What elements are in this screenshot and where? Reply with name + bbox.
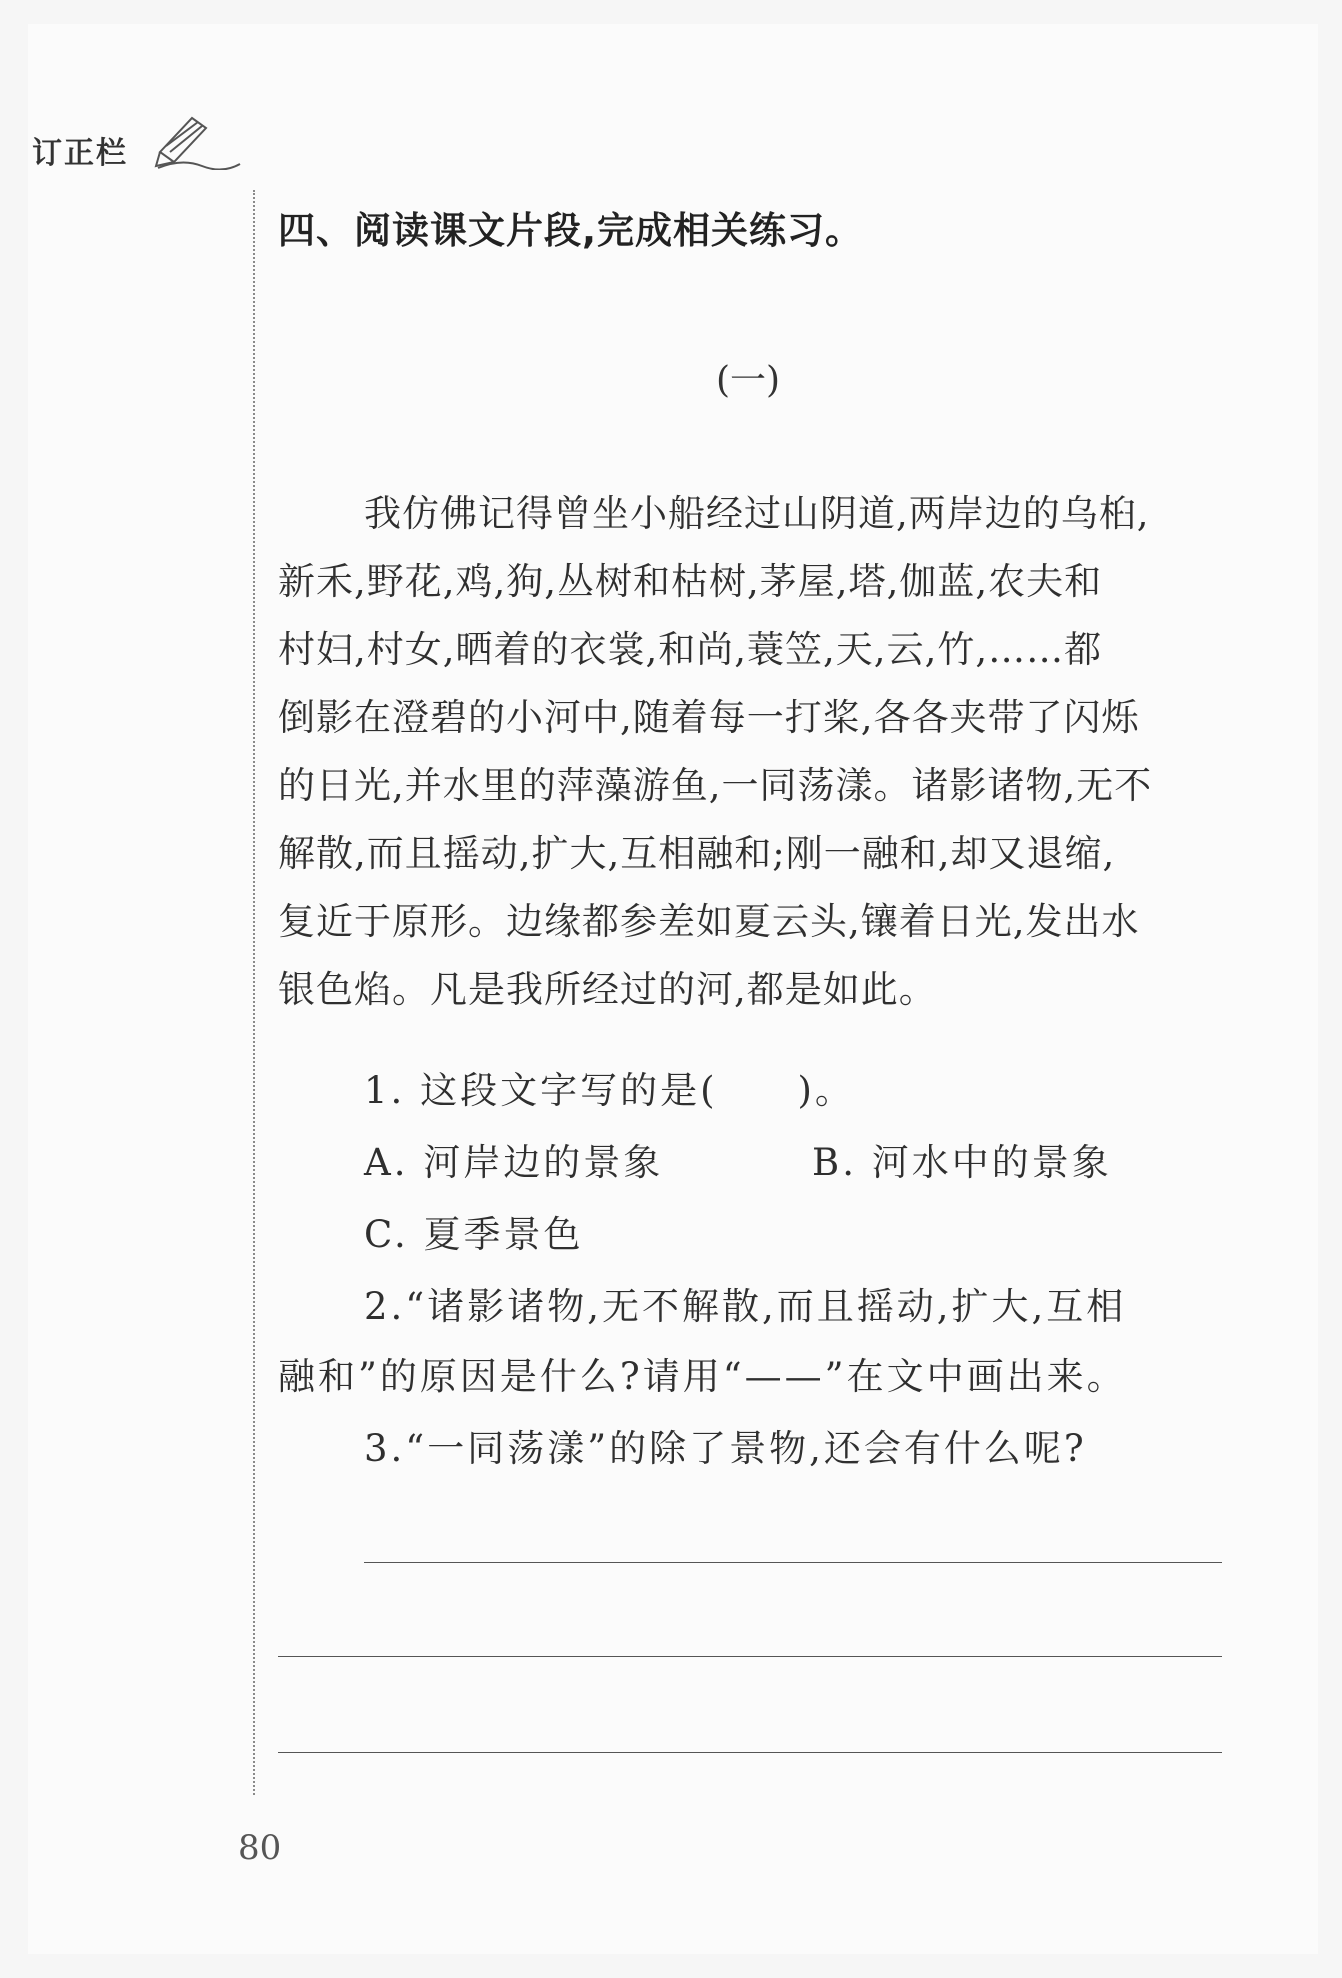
- passage-line: 倒影在澄碧的小河中,随着每一打桨,各各夹带了闪烁: [278, 696, 1140, 739]
- answer-line[interactable]: [364, 1562, 1222, 1563]
- correction-column-label: 订正栏: [32, 136, 128, 171]
- question-3: 3.“一同荡漾”的除了景物,还会有什么呢?: [364, 1427, 1087, 1470]
- reading-passage: [278, 480, 1223, 1024]
- page-number: 80: [238, 1828, 282, 1868]
- margin-divider: [253, 190, 255, 1795]
- answer-line[interactable]: [278, 1656, 1222, 1657]
- passage-number: (一): [715, 360, 781, 401]
- passage-line: 新禾,野花,鸡,狗,丛树和枯树,茅屋,塔,伽蓝,农夫和: [278, 560, 1103, 603]
- answer-line[interactable]: [278, 1752, 1222, 1753]
- pencil-icon: [152, 112, 242, 170]
- section-title: 四、阅读课文片段,完成相关练习。: [278, 209, 864, 252]
- question-2: 2.“诸影诸物,无不解散,而且摇动,扩大,互相: [364, 1285, 1127, 1328]
- passage-line: 复近于原形。边缘都参差如夏云头,镶着日光,发出水: [278, 900, 1140, 943]
- question-1-option-c: C. 夏季景色: [364, 1213, 584, 1256]
- question-1: 1. 这段文字写的是( )。: [364, 1069, 855, 1112]
- passage-line: 的日光,并水里的萍藻游鱼,一同荡漾。诸影诸物,无不: [278, 764, 1153, 807]
- question-2-continued: 融和”的原因是什么?请用“——”在文中画出来。: [278, 1355, 1127, 1398]
- question-1-option-b: B. 河水中的景象: [812, 1141, 1112, 1184]
- passage-line: 银色焰。凡是我所经过的河,都是如此。: [278, 968, 937, 1011]
- passage-line: 我仿佛记得曾坐小船经过山阴道,两岸边的乌桕,: [364, 492, 1150, 535]
- question-1-option-a: A. 河岸边的景象: [364, 1141, 664, 1184]
- passage-line: 村妇,村女,晒着的衣裳,和尚,蓑笠,天,云,竹,……都: [278, 628, 1103, 671]
- passage-line: 解散,而且摇动,扩大,互相融和;刚一融和,却又退缩,: [278, 832, 1116, 875]
